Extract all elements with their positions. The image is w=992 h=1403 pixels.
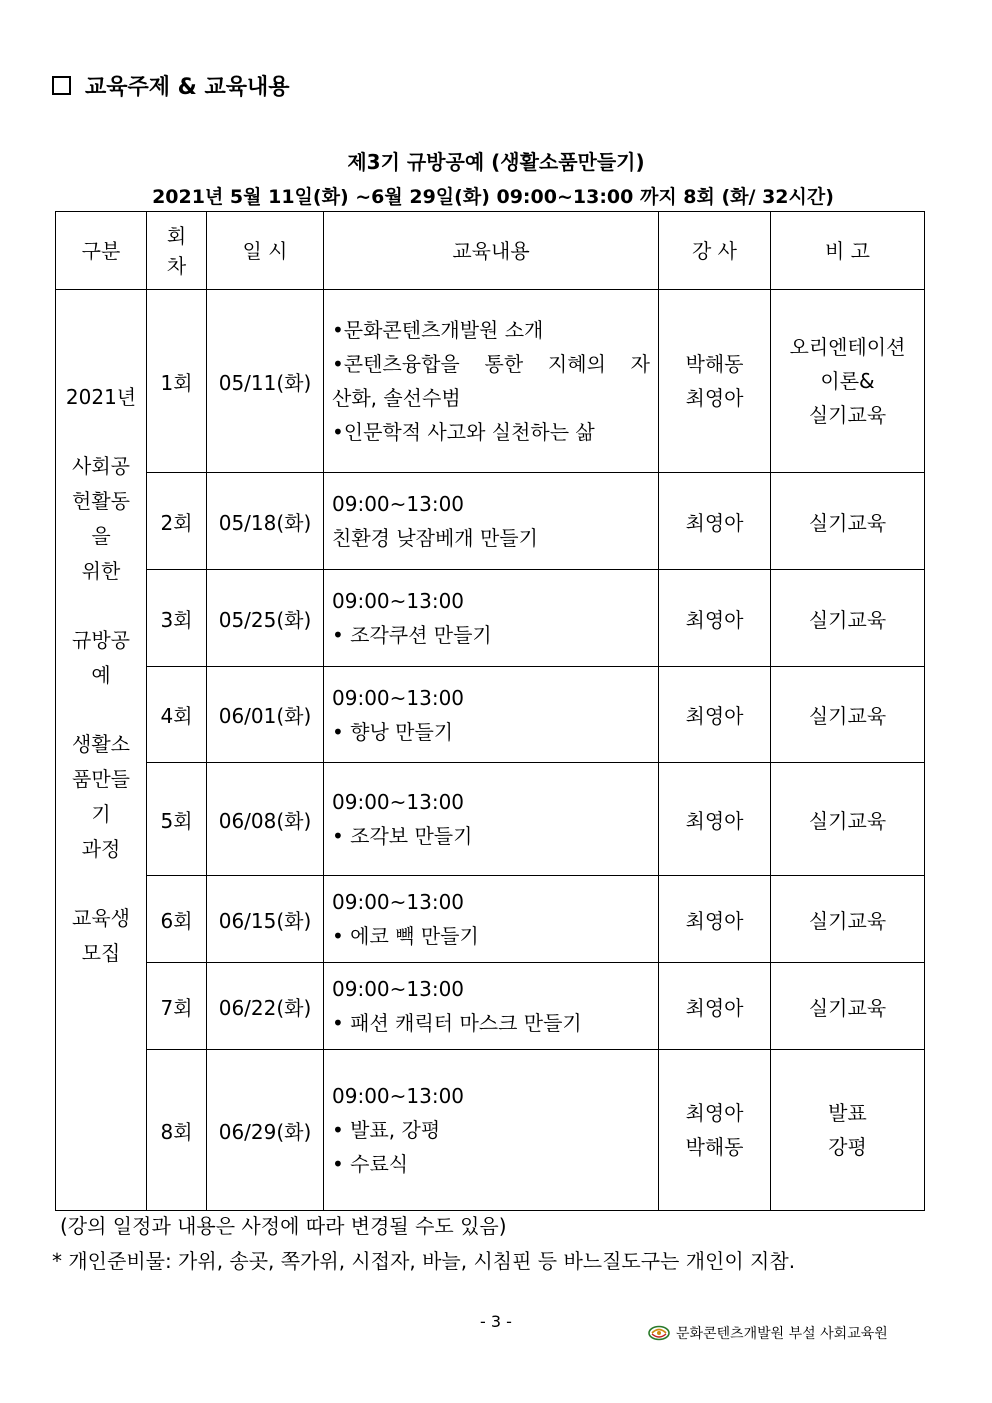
- date-cell: 06/15(화): [207, 876, 324, 963]
- instructor-name: 박해동: [685, 1135, 744, 1159]
- content-cell: [324, 570, 659, 667]
- content-line: • 에코 빽 만들기: [332, 924, 479, 948]
- footer-org-name: 문화콘텐츠개발원 부설 사회교육원: [676, 1326, 888, 1342]
- footer: [648, 1323, 888, 1343]
- table-row: [56, 1050, 925, 1211]
- content-line: • 수료식: [332, 1152, 409, 1176]
- org-logo-icon: [648, 1325, 670, 1341]
- instructor-cell: 최영아: [659, 876, 771, 963]
- table-row: [56, 876, 925, 963]
- date-cell: 05/18(화): [207, 473, 324, 570]
- content-line: 09:00~13:00: [332, 589, 465, 613]
- date-cell: 06/08(화): [207, 763, 324, 876]
- header-category: 구분: [56, 212, 147, 290]
- note-line: 이론&: [820, 369, 875, 393]
- content-line: 친환경 낮잠베개 만들기: [332, 526, 538, 550]
- content-cell: [324, 290, 659, 473]
- note-line: 실기교육: [808, 403, 887, 427]
- header-round-line2: 차: [166, 253, 187, 278]
- date-cell: 05/25(화): [207, 570, 324, 667]
- content-line: •문화콘텐츠개발원 소개: [332, 318, 544, 342]
- section-heading: [52, 70, 290, 101]
- round-cell: 3회: [147, 570, 207, 667]
- note-cell: 실기교육: [771, 763, 925, 876]
- note-line: 발표: [828, 1101, 867, 1125]
- category-cell: [56, 290, 147, 1211]
- instructor-cell: [659, 290, 771, 473]
- header-date: 일 시: [207, 212, 324, 290]
- note-line: 오리엔테이션: [789, 335, 906, 359]
- date-cell: 06/01(화): [207, 667, 324, 763]
- round-cell: 6회: [147, 876, 207, 963]
- table-header-row: [56, 212, 925, 290]
- category-line: 모집: [81, 941, 121, 965]
- category-line: 사회공: [72, 454, 130, 478]
- content-cell: [324, 963, 659, 1050]
- category-line: 교육생: [72, 906, 130, 930]
- header-instructor: 강 사: [659, 212, 771, 290]
- content-line: • 조각쿠션 만들기: [332, 623, 492, 647]
- content-line: 09:00~13:00: [332, 492, 465, 516]
- note-cell: 실기교육: [771, 667, 925, 763]
- content-line: 산화, 솔선수범: [332, 386, 461, 410]
- category-line: 생활소: [72, 732, 130, 756]
- instructor-cell: 최영아: [659, 963, 771, 1050]
- content-line: • 조각보 만들기: [332, 824, 473, 848]
- header-content: 교육내용: [324, 212, 659, 290]
- note-line: 강평: [828, 1135, 867, 1159]
- program-period: 2021년 5월 11일(화) ~6월 29일(화) 09:00~13:00 까지 8회 (화/ 32시간): [152, 186, 834, 208]
- content-cell: [324, 876, 659, 963]
- round-cell: 1회: [147, 290, 207, 473]
- category-line: 과정: [81, 837, 121, 861]
- note-cell: 실기교육: [771, 963, 925, 1050]
- table-row: [56, 667, 925, 763]
- date-cell: 06/22(화): [207, 963, 324, 1050]
- header-note: 비 고: [771, 212, 925, 290]
- round-cell: 7회: [147, 963, 207, 1050]
- content-line: 09:00~13:00: [332, 977, 465, 1001]
- table-row: [56, 963, 925, 1050]
- table-row: [56, 473, 925, 570]
- content-cell: [324, 667, 659, 763]
- content-cell: [324, 763, 659, 876]
- content-line: • 발표, 강평: [332, 1118, 441, 1142]
- instructor-cell: [659, 1050, 771, 1211]
- content-cell: [324, 1050, 659, 1211]
- table-row: [56, 763, 925, 876]
- content-line: • 향낭 만들기: [332, 719, 454, 744]
- instructor-name: 최영아: [685, 1101, 744, 1125]
- content-line: 09:00~13:00: [332, 685, 465, 710]
- content-line: 09:00~13:00: [332, 890, 465, 914]
- instructor-cell: 최영아: [659, 473, 771, 570]
- category-line: 품만들: [72, 767, 130, 791]
- materials-note: * 개인준비물: 가위, 송곳, 쪽가위, 시접자, 바늘, 시침핀 등 바느질도구는 개인이 지참.: [52, 1249, 796, 1273]
- program-title: 제3기 규방공예 (생활소품만들기): [347, 150, 645, 174]
- page-number: - 3 -: [480, 1312, 512, 1331]
- note-cell: [771, 1050, 925, 1211]
- header-round-line1: 회: [166, 223, 187, 248]
- content-line: 09:00~13:00: [332, 790, 465, 814]
- checkbox-icon: [52, 76, 71, 95]
- round-cell: 8회: [147, 1050, 207, 1211]
- header-round: [147, 212, 207, 290]
- date-cell: 05/11(화): [207, 290, 324, 473]
- note-cell: 실기교육: [771, 473, 925, 570]
- content-cell: [324, 473, 659, 570]
- category-line: 예: [91, 663, 111, 687]
- content-line: • 패션 캐릭터 마스크 만들기: [332, 1011, 582, 1035]
- round-cell: 2회: [147, 473, 207, 570]
- round-cell: 5회: [147, 763, 207, 876]
- category-line: 규방공: [72, 628, 130, 652]
- instructor-cell: 최영아: [659, 570, 771, 667]
- content-line: 09:00~13:00: [332, 1084, 465, 1108]
- instructor-name: 박해동: [685, 352, 744, 376]
- note-cell: 실기교육: [771, 570, 925, 667]
- round-cell: 4회: [147, 667, 207, 763]
- date-cell: 06/29(화): [207, 1050, 324, 1211]
- content-line: •콘텐츠융합을 통한 지혜의 자: [332, 352, 650, 376]
- schedule-change-note: (강의 일정과 내용은 사정에 따라 변경될 수도 있음): [60, 1214, 507, 1238]
- note-cell: 실기교육: [771, 876, 925, 963]
- table-row: [56, 570, 925, 667]
- instructor-cell: 최영아: [659, 667, 771, 763]
- schedule-table: [55, 211, 925, 1211]
- instructor-cell: 최영아: [659, 763, 771, 876]
- category-line: 헌활동: [72, 489, 130, 513]
- category-year: 2021년: [65, 385, 137, 409]
- category-line: 을: [91, 524, 111, 548]
- content-line: •인문학적 사고와 실천하는 삶: [332, 420, 595, 444]
- table-row: [56, 290, 925, 473]
- section-heading-text: 교육주제 & 교육내용: [85, 75, 290, 100]
- category-line: 기: [91, 802, 111, 826]
- category-line: 위한: [81, 559, 121, 583]
- note-cell: [771, 290, 925, 473]
- instructor-name: 최영아: [685, 386, 744, 410]
